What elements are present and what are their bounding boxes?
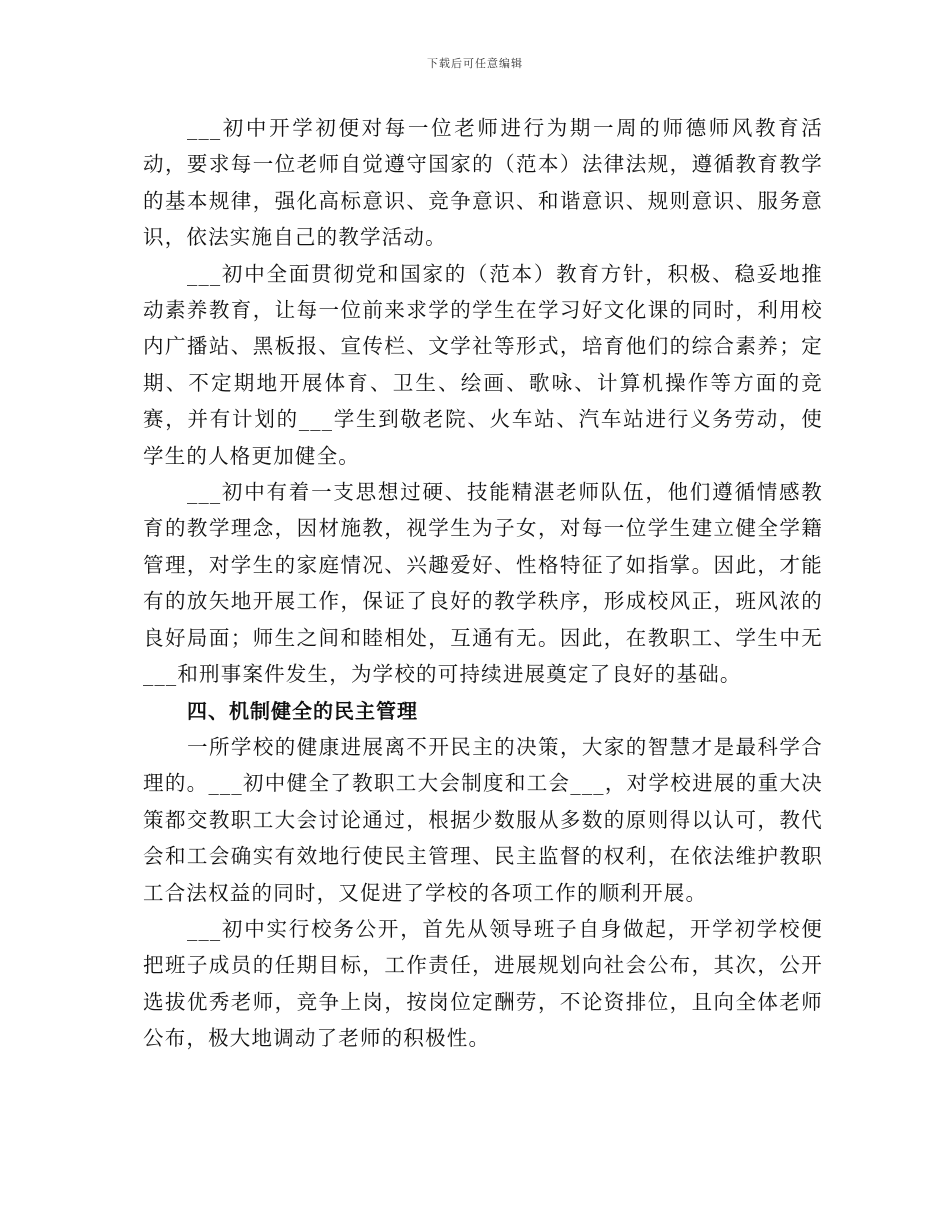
paragraph-school-affairs-openness: ___初中实行校务公开，首先从领导班子自身做起，开学初学校便把班子成员的任期目标，工作责任，进展规划向社会公布，其次，公开选拔优秀老师，竞争上岗，按岗位定酬劳，不论资排位，且向全体老师公布，极大地调动了老师的积极性。 (143, 916, 823, 1051)
paragraph-teaching-staff: ___初中有着一支思想过硬、技能精湛老师队伍，他们遵循情感教育的教学理念，因材施教，视学生为子女，对每一位学生建立健全学籍管理，对学生的家庭情况、兴趣爱好、性格特征了如指掌。因此，才能有的放矢地开展工作，保证了良好的教学秩序，形成校风正，班风浓的良好局面；师生之间和睦相处，互通有无。因此，在教职工、学生中无___和刑事案件发生，为学校的可持续进展奠定了良好的基础。 (143, 480, 823, 687)
paragraph-quality-education: ___初中全面贯彻党和国家的（范本）教育方针，积极、稳妥地推动素养教育，让每一位前来求学的学生在学习好文化课的同时，利用校内广播站、黑板报、宣传栏、文学社等形式，培育他们的综合素养；定期、不定期地开展体育、卫生、绘画、歌咏、计算机操作等方面的竞赛，并有计划的___学生到敬老院、火车站、汽车站进行义务劳动，使学生的人格更加健全。 (143, 261, 823, 468)
section-heading-democratic-management: 四、机制健全的民主管理 (187, 698, 418, 723)
paragraph-teacher-ethics: ___初中开学初便对每一位老师进行为期一周的师德师风教育活动，要求每一位老师自觉遵守国家的（范本）法律法规，遵循教育教学的基本规律，强化高标意识、竞争意识、和谐意识、规则意识、服务意识，依法实施自己的教学活动。 (143, 116, 823, 250)
paragraph-democratic-decision: 一所学校的健康进展离不开民主的决策，大家的智慧才是最科学合理的。___初中健全了教职工大会制度和工会___，对学校进展的重大决策都交教职工大会讨论通过，根据少数服从多数的原则得以认可，教代会和工会确实有效地行使民主管理、民主监督的权利，在依法维护教职工合法权益的同时，又促进了学校的各项工作的顺利开展。 (143, 734, 823, 905)
page-header: 下载后可任意编辑 (427, 57, 523, 70)
document-body (143, 110, 823, 1057)
